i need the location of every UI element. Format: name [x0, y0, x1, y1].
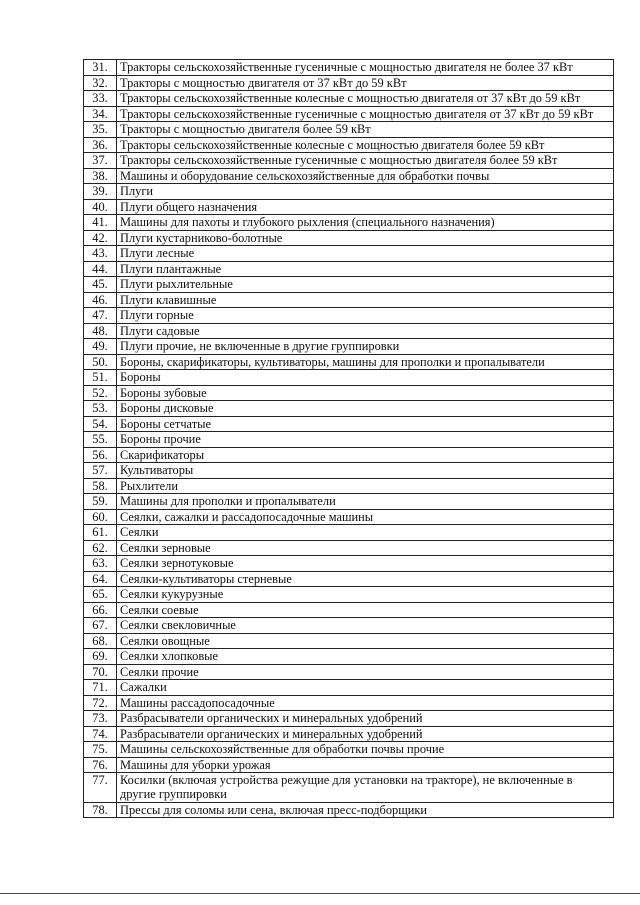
row-number: 65. [84, 587, 117, 603]
table-row [84, 153, 614, 169]
row-description: Сеялки хлопковые [117, 649, 614, 665]
row-number: 52. [84, 385, 117, 401]
row-number: 75. [84, 742, 117, 758]
bottom-divider [0, 893, 640, 894]
row-number: 41. [84, 215, 117, 231]
table-row [84, 602, 614, 618]
row-number: 46. [84, 292, 117, 308]
row-number: 33. [84, 91, 117, 107]
row-description: Тракторы с мощностью двигателя более 59 кВт [117, 122, 614, 138]
row-description: Сеялки соевые [117, 602, 614, 618]
row-description: Тракторы сельскохозяйственные гусеничные с мощностью двигателя от 37 кВт до 59 кВт [117, 106, 614, 122]
row-description: Сеялки свекловичные [117, 618, 614, 634]
row-description: Плуги горные [117, 308, 614, 324]
row-description: Бороны [117, 370, 614, 386]
row-number: 39. [84, 184, 117, 200]
row-description: Бороны сетчатые [117, 416, 614, 432]
row-description: Сеялки кукурузные [117, 587, 614, 603]
table-row [84, 726, 614, 742]
row-number: 69. [84, 649, 117, 665]
table-row [84, 277, 614, 293]
row-number: 78. [84, 802, 117, 818]
row-number: 48. [84, 323, 117, 339]
row-description: Тракторы сельскохозяйственные гусеничные с мощностью двигателя более 59 кВт [117, 153, 614, 169]
row-number: 49. [84, 339, 117, 355]
table-row [84, 75, 614, 91]
table-row [84, 323, 614, 339]
row-description: Сеялки овощные [117, 633, 614, 649]
table-row [84, 308, 614, 324]
table-row [84, 106, 614, 122]
table-row [84, 184, 614, 200]
table-row [84, 556, 614, 572]
table-row [84, 137, 614, 153]
row-number: 31. [84, 60, 117, 76]
row-description: Сеялки зерновые [117, 540, 614, 556]
table-row [84, 649, 614, 665]
row-number: 35. [84, 122, 117, 138]
table-row [84, 773, 614, 803]
table-row [84, 385, 614, 401]
row-number: 66. [84, 602, 117, 618]
row-number: 61. [84, 525, 117, 541]
row-description: Сеялки, сажалки и рассадопосадочные машины [117, 509, 614, 525]
row-number: 73. [84, 711, 117, 727]
row-description: Сеялки [117, 525, 614, 541]
row-number: 76. [84, 757, 117, 773]
table-row [84, 463, 614, 479]
row-number: 59. [84, 494, 117, 510]
row-description: Прессы для соломы или сена, включая пресс-подборщики [117, 802, 614, 818]
row-description: Сажалки [117, 680, 614, 696]
row-number: 53. [84, 401, 117, 417]
row-number: 34. [84, 106, 117, 122]
table-row [84, 91, 614, 107]
table-row [84, 416, 614, 432]
table-row [84, 633, 614, 649]
row-description: Рыхлители [117, 478, 614, 494]
row-description: Разбрасыватели органических и минеральных удобрений [117, 726, 614, 742]
table-row [84, 199, 614, 215]
row-description: Плуги [117, 184, 614, 200]
table-row [84, 571, 614, 587]
row-description: Культиваторы [117, 463, 614, 479]
table-row [84, 432, 614, 448]
table-row [84, 370, 614, 386]
table-row [84, 261, 614, 277]
table-row [84, 215, 614, 231]
row-description: Скарификаторы [117, 447, 614, 463]
row-number: 63. [84, 556, 117, 572]
row-number: 67. [84, 618, 117, 634]
row-number: 42. [84, 230, 117, 246]
row-number: 38. [84, 168, 117, 184]
row-number: 71. [84, 680, 117, 696]
row-description: Сеялки прочие [117, 664, 614, 680]
row-number: 74. [84, 726, 117, 742]
row-description: Тракторы с мощностью двигателя от 37 кВт до 59 кВт [117, 75, 614, 91]
row-number: 70. [84, 664, 117, 680]
row-description: Машины для уборки урожая [117, 757, 614, 773]
row-description: Плуги клавишные [117, 292, 614, 308]
table-row [84, 354, 614, 370]
row-description: Плуги кустарниково-болотные [117, 230, 614, 246]
row-number: 47. [84, 308, 117, 324]
row-number: 36. [84, 137, 117, 153]
table-row [84, 757, 614, 773]
row-number: 68. [84, 633, 117, 649]
table-row [84, 401, 614, 417]
row-description: Машины рассадопосадочные [117, 695, 614, 711]
table-row [84, 680, 614, 696]
table-row [84, 711, 614, 727]
row-description: Машины и оборудование сельскохозяйственные для обработки почвы [117, 168, 614, 184]
row-description: Плуги плантажные [117, 261, 614, 277]
row-number: 60. [84, 509, 117, 525]
table-row [84, 230, 614, 246]
table-row [84, 587, 614, 603]
table-row [84, 695, 614, 711]
table-row [84, 540, 614, 556]
table-row [84, 339, 614, 355]
table-row [84, 447, 614, 463]
table-row [84, 494, 614, 510]
table-row [84, 802, 614, 818]
table-row [84, 122, 614, 138]
row-number: 51. [84, 370, 117, 386]
row-number: 64. [84, 571, 117, 587]
table-row [84, 168, 614, 184]
row-description: Тракторы сельскохозяйственные колесные с мощностью двигателя от 37 кВт до 59 кВт [117, 91, 614, 107]
row-description: Сеялки зернотуковые [117, 556, 614, 572]
table-row [84, 246, 614, 262]
row-number: 57. [84, 463, 117, 479]
table-row [84, 292, 614, 308]
row-description: Разбрасыватели органических и минеральных удобрений [117, 711, 614, 727]
row-number: 37. [84, 153, 117, 169]
row-description: Плуги общего назначения [117, 199, 614, 215]
row-description: Тракторы сельскохозяйственные гусеничные с мощностью двигателя не более 37 кВт [117, 60, 614, 76]
row-number: 43. [84, 246, 117, 262]
row-description: Плуги лесные [117, 246, 614, 262]
row-description: Бороны зубовые [117, 385, 614, 401]
row-description: Бороны, скарификаторы, культиваторы, машины для прополки и пропалыватели [117, 354, 614, 370]
row-description: Плуги прочие, не включенные в другие группировки [117, 339, 614, 355]
table-row [84, 664, 614, 680]
row-number: 72. [84, 695, 117, 711]
row-number: 40. [84, 199, 117, 215]
row-description: Машины сельскохозяйственные для обработки почвы прочие [117, 742, 614, 758]
table-row [84, 742, 614, 758]
row-description: Машины для пахоты и глубокого рыхления (специального назначения) [117, 215, 614, 231]
row-description: Бороны дисковые [117, 401, 614, 417]
row-number: 55. [84, 432, 117, 448]
row-description: Плуги рыхлительные [117, 277, 614, 293]
table-body [84, 60, 614, 818]
row-number: 44. [84, 261, 117, 277]
row-description: Косилки (включая устройства режущие для установки на тракторе), не включенные в другие группировки [117, 773, 614, 803]
equipment-table [83, 59, 614, 818]
row-number: 50. [84, 354, 117, 370]
row-description: Машины для прополки и пропалыватели [117, 494, 614, 510]
table-row [84, 509, 614, 525]
row-description: Плуги садовые [117, 323, 614, 339]
row-number: 62. [84, 540, 117, 556]
table-row [84, 478, 614, 494]
row-description: Сеялки-культиваторы стерневые [117, 571, 614, 587]
row-number: 58. [84, 478, 117, 494]
row-description: Тракторы сельскохозяйственные колесные с мощностью двигателя более 59 кВт [117, 137, 614, 153]
row-number: 45. [84, 277, 117, 293]
row-number: 54. [84, 416, 117, 432]
table-row [84, 618, 614, 634]
row-number: 56. [84, 447, 117, 463]
row-description: Бороны прочие [117, 432, 614, 448]
row-number: 77. [84, 773, 117, 803]
table-row [84, 525, 614, 541]
row-number: 32. [84, 75, 117, 91]
table-row [84, 60, 614, 76]
